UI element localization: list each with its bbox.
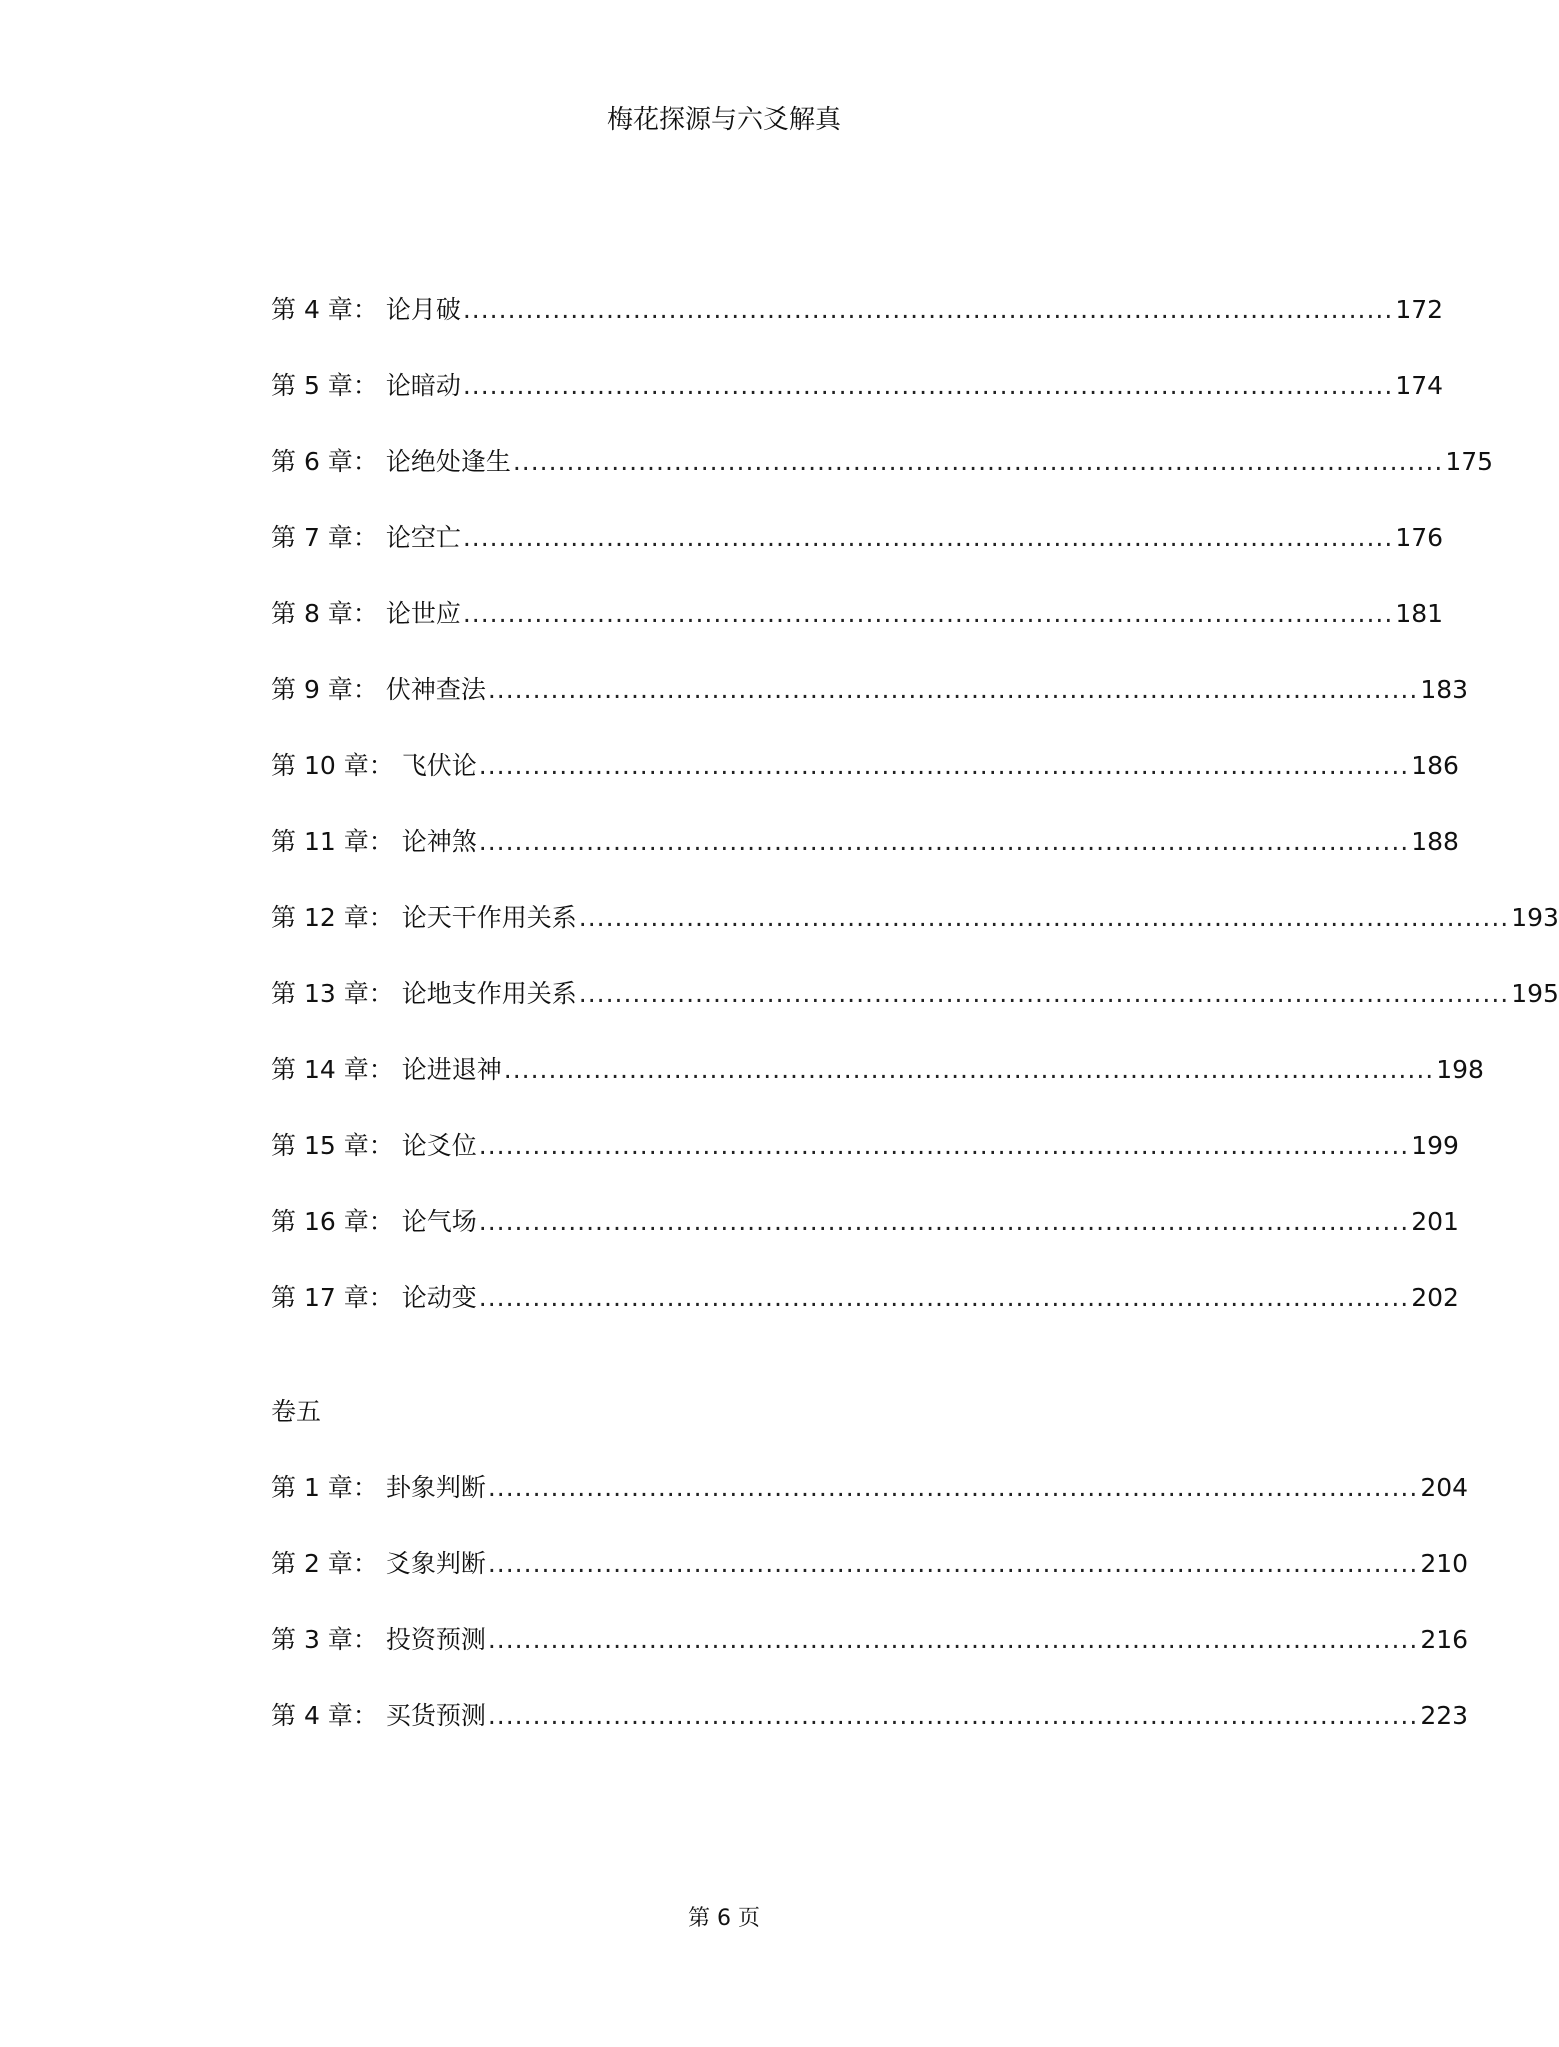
toc-chapter-number: 第 15 章: [271, 1131, 369, 1160]
page-header-title: 梅花探源与六爻解真: [606, 105, 841, 135]
toc-separator: ：: [352, 1701, 378, 1730]
toc-leader-dots: ........................................................................................................: [487, 1549, 1419, 1578]
toc-leader-dots: ........................................................................................................: [478, 1207, 1410, 1236]
toc-entry[interactable]: [271, 1696, 1469, 1772]
page-number: 第 6 页: [688, 1906, 760, 1931]
toc-chapter-number: 第 9 章: [271, 675, 353, 704]
toc-chapter-number: 第 10 章: [271, 751, 369, 780]
toc-leader-dots: ........................................................................................................: [503, 1055, 1435, 1084]
table-of-contents: [271, 290, 1559, 1772]
toc-leader-dots: ........................................................................................................: [478, 827, 1410, 856]
toc-chapter-title: 论动变: [401, 1283, 477, 1312]
toc-entry[interactable]: [271, 1544, 1469, 1620]
toc-chapter-title: 买货预测: [385, 1701, 486, 1730]
toc-leader-dots: ........................................................................................................: [487, 1473, 1419, 1502]
toc-page-number: 174: [1395, 371, 1444, 400]
toc-leader-dots: ........................................................................................................: [487, 675, 1419, 704]
toc-entry[interactable]: [271, 366, 1444, 442]
toc-chapter-title: 论进退神: [401, 1055, 502, 1084]
toc-leader-dots: ........................................................................................................: [462, 295, 1394, 324]
toc-chapter-title: 飞伏论: [401, 751, 477, 780]
toc-page-number: 188: [1411, 827, 1459, 856]
toc-page-number: 201: [1411, 1207, 1459, 1236]
toc-page-number: 172: [1395, 295, 1444, 324]
toc-leader-dots: ........................................................................................................: [462, 599, 1394, 628]
toc-page-number: 176: [1395, 523, 1444, 552]
toc-chapter-number: 第 4 章: [271, 295, 353, 324]
toc-page-number: 210: [1420, 1549, 1469, 1578]
toc-group-1: [271, 290, 1559, 1354]
toc-leader-dots: ........................................................................................................: [478, 1283, 1410, 1312]
toc-chapter-number: 第 6 章: [271, 447, 353, 476]
toc-chapter-number: 第 16 章: [271, 1207, 369, 1236]
toc-separator: ：: [368, 1055, 394, 1084]
toc-page-number: 193: [1511, 903, 1559, 932]
toc-chapter-title: 论神煞: [401, 827, 477, 856]
toc-page-number: 183: [1420, 675, 1469, 704]
toc-separator: ：: [352, 523, 378, 552]
toc-chapter-number: 第 8 章: [271, 599, 353, 628]
toc-leader-dots: ........................................................................................................: [578, 979, 1510, 1008]
toc-group-2: [271, 1468, 1469, 1772]
toc-leader-dots: ........................................................................................................: [578, 903, 1510, 932]
toc-leader-dots: ........................................................................................................: [487, 1701, 1419, 1730]
toc-entry[interactable]: [271, 1278, 1459, 1354]
toc-chapter-number: 第 3 章: [271, 1625, 353, 1654]
toc-leader-dots: ........................................................................................................: [462, 371, 1394, 400]
toc-chapter-number: 第 17 章: [271, 1283, 369, 1312]
toc-chapter-title: 论地支作用关系: [401, 979, 577, 1008]
toc-chapter-number: 第 14 章: [271, 1055, 369, 1084]
toc-chapter-title: 爻象判断: [385, 1549, 486, 1578]
toc-entry[interactable]: [271, 898, 1559, 974]
toc-chapter-title: 论绝处逢生: [385, 447, 511, 476]
toc-entry[interactable]: [271, 1468, 1469, 1544]
toc-leader-dots: ........................................................................................................: [462, 523, 1394, 552]
toc-chapter-number: 第 2 章: [271, 1549, 353, 1578]
toc-separator: ：: [352, 1473, 378, 1502]
toc-separator: ：: [368, 979, 394, 1008]
toc-chapter-title: 论暗动: [385, 371, 461, 400]
toc-separator: ：: [352, 599, 378, 628]
toc-separator: ：: [352, 371, 378, 400]
toc-entry[interactable]: [271, 1050, 1484, 1126]
toc-separator: ：: [352, 675, 378, 704]
toc-entry[interactable]: [271, 974, 1559, 1050]
toc-page-number: 202: [1411, 1283, 1459, 1312]
toc-chapter-title: 投资预测: [385, 1625, 486, 1654]
volume-heading: 卷五: [271, 1397, 322, 1426]
toc-entry[interactable]: [271, 1126, 1459, 1202]
toc-chapter-number: 第 7 章: [271, 523, 353, 552]
toc-chapter-number: 第 12 章: [271, 903, 369, 932]
toc-leader-dots: ........................................................................................................: [512, 447, 1444, 476]
toc-entry[interactable]: [271, 518, 1444, 594]
toc-chapter-number: 第 1 章: [271, 1473, 353, 1502]
toc-chapter-title: 论空亡: [385, 523, 461, 552]
toc-page-number: 181: [1395, 599, 1444, 628]
toc-chapter-title: 论爻位: [401, 1131, 477, 1160]
toc-chapter-title: 伏神查法: [385, 675, 486, 704]
toc-page-number: 199: [1411, 1131, 1459, 1160]
toc-chapter-title: 论月破: [385, 295, 461, 324]
toc-chapter-number: 第 4 章: [271, 1701, 353, 1730]
toc-separator: ：: [352, 295, 378, 324]
toc-separator: ：: [352, 447, 378, 476]
toc-separator: ：: [368, 1207, 394, 1236]
toc-page-number: 198: [1436, 1055, 1484, 1084]
toc-chapter-title: 卦象判断: [385, 1473, 486, 1502]
toc-separator: ：: [352, 1625, 378, 1654]
toc-chapter-title: 论气场: [401, 1207, 477, 1236]
toc-entry[interactable]: [271, 290, 1444, 366]
toc-entry[interactable]: [271, 1620, 1469, 1696]
toc-leader-dots: ........................................................................................................: [478, 1131, 1410, 1160]
toc-chapter-number: 第 13 章: [271, 979, 369, 1008]
toc-separator: ：: [368, 1283, 394, 1312]
toc-entry[interactable]: [271, 1202, 1459, 1278]
toc-page-number: 204: [1420, 1473, 1469, 1502]
toc-entry[interactable]: [271, 594, 1444, 670]
toc-separator: ：: [368, 903, 394, 932]
toc-page-number: 216: [1420, 1625, 1469, 1654]
toc-leader-dots: ........................................................................................................: [487, 1625, 1419, 1654]
toc-leader-dots: ........................................................................................................: [478, 751, 1410, 780]
toc-separator: ：: [368, 827, 394, 856]
toc-entry[interactable]: [271, 746, 1459, 822]
toc-chapter-number: 第 5 章: [271, 371, 353, 400]
toc-entry[interactable]: [271, 442, 1494, 518]
toc-chapter-number: 第 11 章: [271, 827, 369, 856]
toc-separator: ：: [368, 751, 394, 780]
toc-page-number: 186: [1411, 751, 1459, 780]
toc-entry[interactable]: [271, 822, 1459, 898]
toc-separator: ：: [352, 1549, 378, 1578]
toc-entry[interactable]: [271, 670, 1469, 746]
toc-page-number: 195: [1511, 979, 1559, 1008]
toc-chapter-title: 论天干作用关系: [401, 903, 577, 932]
toc-page-number: 175: [1445, 447, 1494, 476]
toc-page-number: 223: [1420, 1701, 1469, 1730]
toc-separator: ：: [368, 1131, 394, 1160]
toc-chapter-title: 论世应: [385, 599, 461, 628]
